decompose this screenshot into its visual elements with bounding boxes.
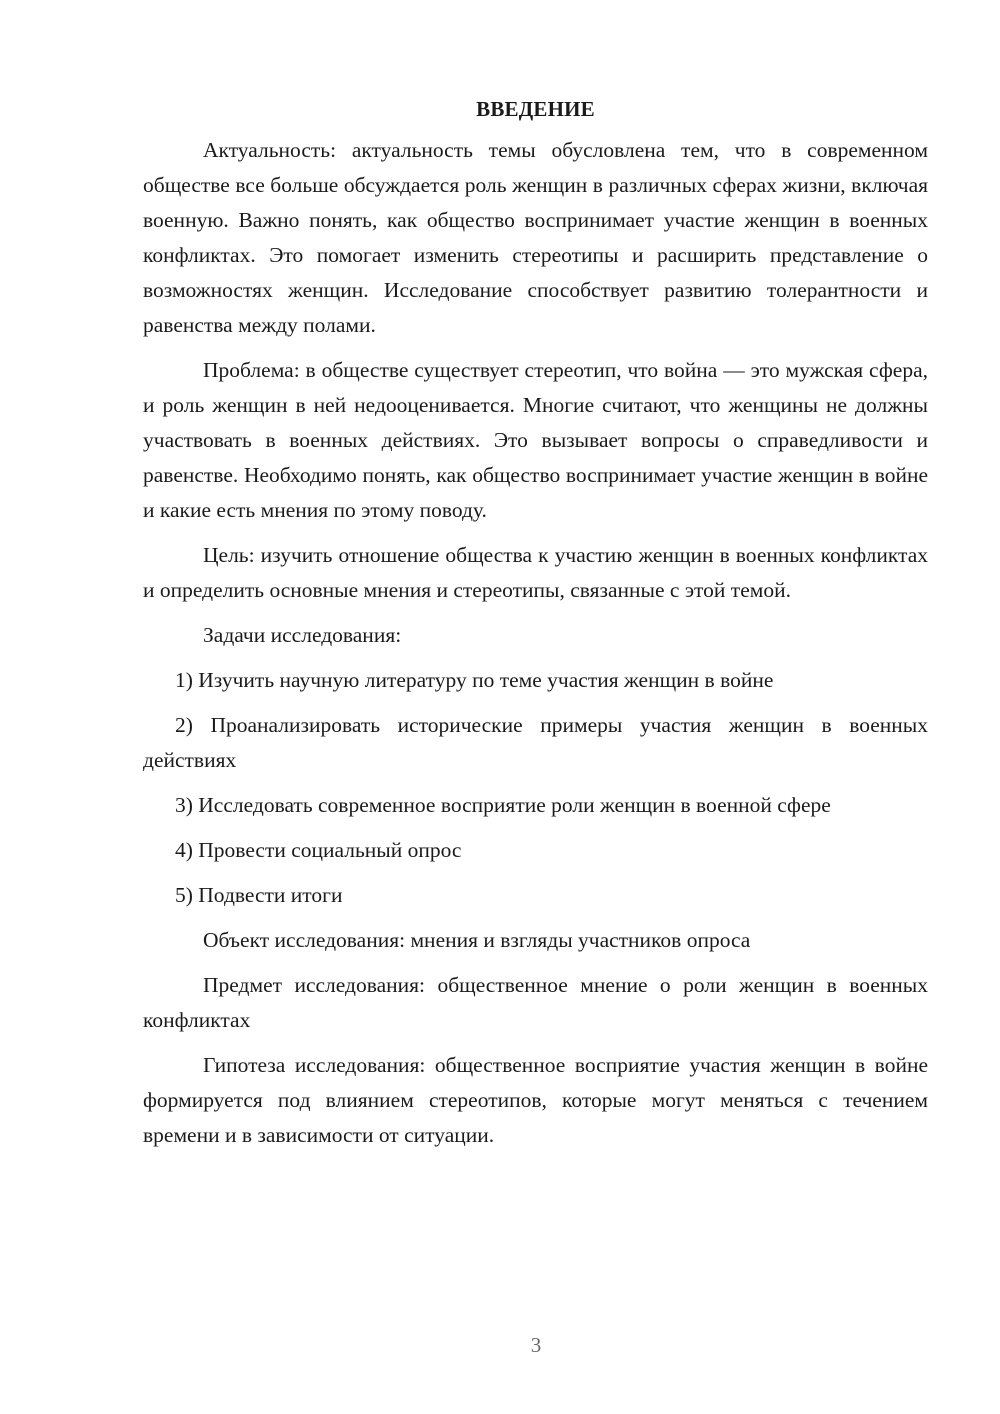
page-number: 3 (530, 1333, 542, 1357)
relevance-paragraph: Актуальность: актуальность темы обусловлена тем, что в современном обществе все больше обсуждается роль женщин в различных сферах жизни, включая военную. Важно понять, как общество воспринимает участие женщин в военных конфликтах. Это помогает изменить стереотипы и расширить представление о возможностях женщин. Исследование способствует развитию толерантности и равенства между полами. (143, 138, 928, 337)
subject-paragraph: Предмет исследования: общественное мнение о роли женщин в военных конфликтах (143, 973, 928, 1032)
goal-paragraph: Цель: изучить отношение общества к участию женщин в военных конфликтах и определить основные мнения и стереотипы, связанные с этой темой. (143, 543, 928, 602)
task-item-5: 5) Подвести итоги (175, 883, 343, 907)
problem-paragraph: Проблема: в обществе существует стереотип, что война — это мужская сфера, и роль женщин в ней недооценивается. Многие считают, что женщины не должны участвовать в военных действиях. Это вызывает вопросы о справедливости и равенстве. Необходимо понять, как общество воспринимает участие женщин в войне и какие есть мнения по этому поводу. (143, 358, 928, 522)
task-item-3: 3) Исследовать современное восприятие роли женщин в военной сфере (175, 793, 831, 817)
document-page (143, 92, 928, 1163)
tasks-heading: Задачи исследования: (203, 623, 402, 647)
section-title: ВВЕДЕНИЕ (476, 97, 595, 121)
task-item-4: 4) Провести социальный опрос (175, 838, 462, 862)
hypothesis-paragraph: Гипотеза исследования: общественное восприятие участия женщин в войне формируется под влиянием стереотипов, которые могут меняться с течением времени и в зависимости от ситуации. (143, 1053, 928, 1147)
task-item-2: 2) Проанализировать исторические примеры участия женщин в военных действиях (143, 713, 928, 772)
object-paragraph: Объект исследования: мнения и взгляды участников опроса (203, 928, 751, 952)
task-item-1: 1) Изучить научную литературу по теме участия женщин в войне (175, 668, 774, 692)
